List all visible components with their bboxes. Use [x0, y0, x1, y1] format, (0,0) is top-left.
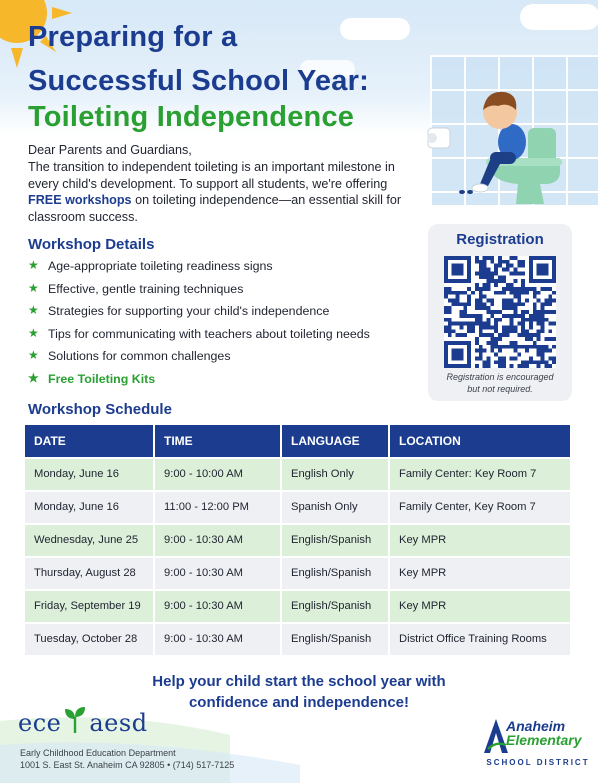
department-name: Early Childhood Education Department — [20, 748, 176, 758]
list-item-text: Strategies for supporting your child's independence — [48, 304, 330, 319]
title-line-1: Preparing for a — [28, 21, 238, 53]
table-row — [25, 624, 570, 655]
table-row — [25, 459, 570, 490]
intro-text — [28, 142, 418, 226]
anaheim-district-logo — [484, 717, 594, 777]
title-line-2: Successful School Year: — [28, 65, 369, 97]
column-header-date: DATE — [25, 425, 155, 457]
list-item — [28, 325, 428, 348]
column-header-time: TIME — [155, 425, 282, 457]
logo-aesd-text: aesd — [89, 709, 148, 737]
star-icon: ★ — [28, 325, 39, 340]
free-workshops-highlight: FREE workshops — [28, 193, 132, 208]
cell-language: English/Spanish — [282, 624, 390, 655]
cell-date: Monday, June 16 — [25, 492, 155, 523]
cell-language: English/Spanish — [282, 525, 390, 556]
cell-time: 9:00 - 10:00 AM — [155, 459, 282, 490]
intro-body — [28, 159, 418, 226]
intro-body-start: The transition to independent toileting is an important milestone in every child's development. To support all students, we're offering — [28, 159, 395, 191]
district-name — [506, 719, 581, 747]
cell-language: English Only — [282, 459, 390, 490]
registration-card — [428, 224, 572, 401]
sprout-icon — [63, 707, 87, 733]
star-icon: ★ — [28, 280, 39, 295]
table-header — [25, 425, 570, 457]
cell-date: Friday, September 19 — [25, 591, 155, 622]
cloud-icon — [340, 18, 410, 40]
cell-location: Key MPR — [399, 567, 447, 579]
registration-note-line-2: but not required. — [467, 383, 533, 394]
workshop-details-heading: Workshop Details — [28, 236, 155, 253]
cell-time: 11:00 - 12:00 PM — [155, 492, 282, 523]
cell-location: Key MPR — [399, 534, 447, 546]
star-icon: ★ — [28, 258, 39, 272]
table-row — [25, 591, 570, 622]
cell-time: 9:00 - 10:30 AM — [155, 591, 282, 622]
cell-time: 9:00 - 10:30 AM — [155, 558, 282, 589]
cell-time: 9:00 - 10:30 AM — [155, 525, 282, 556]
district-name-line-2: Elementary — [506, 732, 582, 748]
list-item — [28, 302, 428, 325]
cell-location: Family Center: Key Room 7 — [399, 468, 537, 480]
cell-location: Key MPR — [399, 600, 447, 612]
workshop-details-list — [28, 257, 428, 393]
call-to-action-line-1: Help your child start the school year with — [152, 673, 446, 690]
intro-body-end: on toileting independence—an essential skill for classroom success. — [28, 193, 402, 225]
list-item-text: Effective, gentle training techniques — [48, 281, 244, 296]
list-item-text: Age-appropriate toileting readiness signs — [48, 259, 273, 273]
list-item-text: Free Toileting Kits — [48, 371, 156, 386]
cell-date: Wednesday, June 25 — [25, 525, 155, 556]
cell-location: Family Center, Key Room 7 — [399, 501, 536, 513]
call-to-action-line-2: confidence and independence! — [188, 694, 410, 711]
footer-contact — [20, 747, 234, 771]
registration-qr-code[interactable] — [444, 256, 556, 368]
registration-title: Registration — [456, 231, 544, 248]
registration-note — [428, 372, 572, 395]
schedule-table — [25, 425, 570, 655]
greeting: Dear Parents and Guardians, — [28, 143, 192, 157]
cell-date: Monday, June 16 — [25, 459, 155, 490]
district-subtitle: SCHOOL DISTRICT — [486, 758, 590, 767]
list-item — [28, 257, 428, 280]
ece-aesd-logo — [18, 707, 148, 737]
table-row — [25, 492, 570, 523]
district-name-line-1: Anaheim — [506, 718, 566, 734]
star-icon: ★ — [28, 348, 39, 363]
list-item — [28, 280, 428, 303]
list-item — [28, 347, 428, 370]
cell-location: District Office Training Rooms — [399, 633, 547, 645]
list-item-text: Solutions for common challenges — [48, 349, 231, 364]
star-icon: ★ — [28, 303, 39, 318]
workshop-schedule-heading: Workshop Schedule — [28, 401, 172, 418]
cell-date: Tuesday, October 28 — [25, 624, 155, 655]
table-row — [25, 558, 570, 589]
district-a-mark-icon — [484, 719, 508, 753]
logo-ece-text: ece — [18, 709, 62, 737]
cell-language: English/Spanish — [282, 558, 390, 589]
cell-language: English/Spanish — [282, 591, 390, 622]
column-header-location: LOCATION — [399, 434, 461, 448]
cloud-icon — [520, 4, 598, 30]
registration-note-line-1: Registration is encouraged — [446, 372, 554, 382]
cell-language: Spanish Only — [282, 492, 390, 523]
list-item-text: Tips for communicating with teachers about toileting needs — [48, 326, 370, 341]
table-row — [25, 525, 570, 556]
list-item — [28, 370, 428, 393]
child-on-toilet-illustration — [420, 80, 570, 210]
department-address: 1001 S. East St. Anaheim CA 92805 • (714) 517-7125 — [20, 760, 235, 770]
star-icon: ★ — [28, 370, 39, 385]
cell-time: 9:00 - 10:30 AM — [155, 624, 282, 655]
title-line-3: Toileting Independence — [28, 101, 355, 133]
column-header-language: LANGUAGE — [282, 425, 390, 457]
cell-date: Thursday, August 28 — [25, 558, 155, 589]
